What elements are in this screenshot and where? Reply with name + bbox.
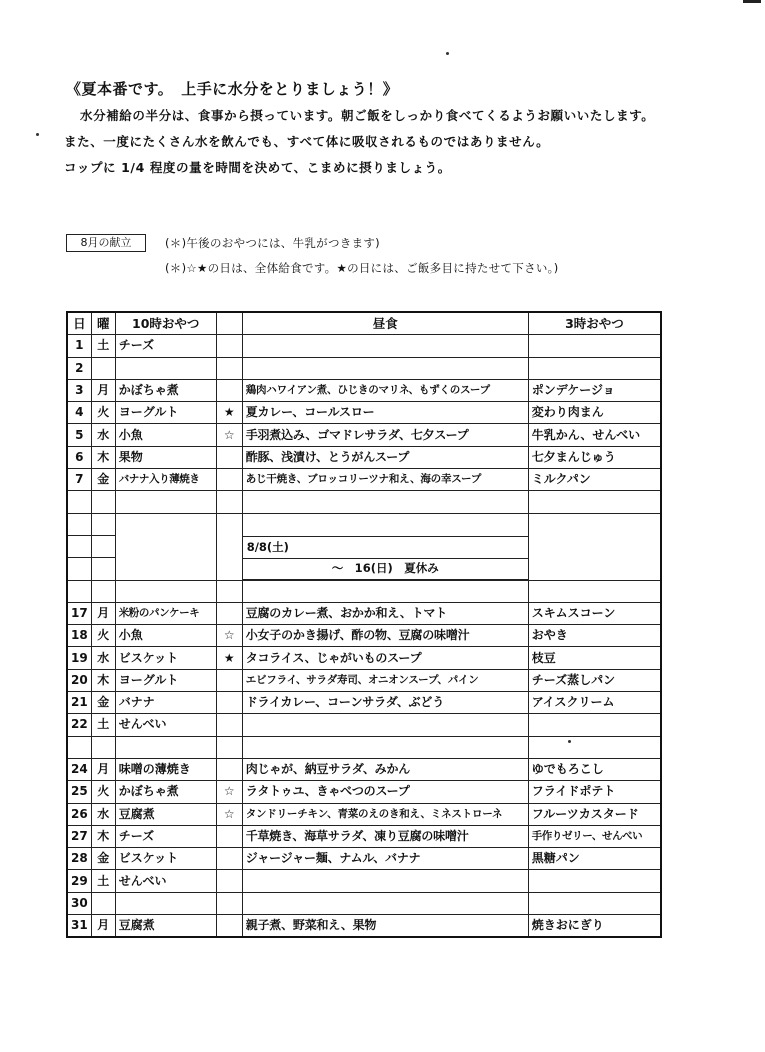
- cell-snack10: ヨーグルト: [115, 669, 216, 691]
- table-row: [67, 469, 661, 491]
- cell-weekday: [91, 892, 115, 914]
- holiday-start: 8/8(土): [243, 536, 528, 559]
- table-row: [67, 335, 661, 357]
- table-row: [67, 781, 661, 803]
- cell-snack10: [115, 357, 216, 379]
- cell-day: 18: [67, 625, 91, 647]
- cell-lunch: ラタトゥユ、きゃべつのスープ: [242, 781, 528, 803]
- cell-snack3: ミルクパン: [528, 469, 661, 491]
- cell-snack10: かぼちゃ煮: [115, 379, 216, 401]
- cell-snack3: ゆでもろこし: [528, 758, 661, 780]
- cell-snack3: 黒糖パン: [528, 848, 661, 870]
- table-row-holiday: [67, 491, 661, 513]
- cell-weekday: 木: [91, 669, 115, 691]
- cell-lunch: ドライカレー、コーンサラダ、ぶどう: [242, 692, 528, 714]
- table-row-holiday: [67, 513, 661, 535]
- cell-star: [216, 357, 242, 379]
- cell-snack3: [528, 491, 661, 513]
- cell-star: [216, 870, 242, 892]
- cell-day: 5: [67, 424, 91, 446]
- cell-snack3: [528, 736, 661, 758]
- cell-star: [216, 892, 242, 914]
- cell-snack10: ビスケット: [115, 647, 216, 669]
- cell-star: [216, 513, 242, 580]
- cell-lunch: タコライス、じゃがいものスープ: [242, 647, 528, 669]
- table-row: [67, 758, 661, 780]
- table-row: [67, 424, 661, 446]
- cell-weekday: 土: [91, 870, 115, 892]
- cell-star: ☆: [216, 803, 242, 825]
- cell-day: 26: [67, 803, 91, 825]
- cell-weekday: [91, 535, 115, 557]
- cell-snack10: ヨーグルト: [115, 402, 216, 424]
- cell-lunch: 小女子のかき揚げ、酢の物、豆腐の味噌汁: [242, 625, 528, 647]
- cell-snack10: 小魚: [115, 424, 216, 446]
- menu-label: 8月の献立: [66, 234, 146, 252]
- cell-star: [216, 469, 242, 491]
- table-row: [67, 379, 661, 401]
- cell-snack3: フルーツカスタード: [528, 803, 661, 825]
- header-snack3: 3時おやつ: [528, 312, 661, 335]
- cell-snack10: 米粉のパンケーキ: [115, 602, 216, 624]
- cell-snack3: アイスクリーム: [528, 692, 661, 714]
- cell-day: 24: [67, 758, 91, 780]
- cell-day: 21: [67, 692, 91, 714]
- cell-day: 2: [67, 357, 91, 379]
- cell-lunch: 肉じゃが、納豆サラダ、みかん: [242, 758, 528, 780]
- cell-snack3: ポンデケージョ: [528, 379, 661, 401]
- cell-star: [216, 669, 242, 691]
- scan-speck: [36, 133, 39, 136]
- cell-snack3: [528, 714, 661, 736]
- cell-weekday: 火: [91, 625, 115, 647]
- holiday-cell: [242, 513, 528, 580]
- cell-weekday: 土: [91, 335, 115, 357]
- cell-weekday: [91, 580, 115, 602]
- cell-snack3: チーズ蒸しパン: [528, 669, 661, 691]
- cell-snack10: 味噌の薄焼き: [115, 758, 216, 780]
- cell-snack3: フライドポテト: [528, 781, 661, 803]
- cell-weekday: 金: [91, 848, 115, 870]
- table-row: [67, 915, 661, 938]
- cell-day: [67, 535, 91, 557]
- cell-snack10: かぼちゃ煮: [115, 781, 216, 803]
- cell-snack3: スキムスコーン: [528, 602, 661, 624]
- cell-lunch: 豆腐のカレー煮、おかか和え、トマト: [242, 602, 528, 624]
- cell-snack3: 焼きおにぎり: [528, 915, 661, 938]
- cell-snack10: [115, 491, 216, 513]
- cell-lunch: エビフライ、サラダ寿司、オニオンスープ、パイン: [242, 669, 528, 691]
- cell-weekday: [91, 491, 115, 513]
- cell-lunch: 夏カレー、コールスロー: [242, 402, 528, 424]
- cell-star: ☆: [216, 424, 242, 446]
- cell-weekday: 木: [91, 446, 115, 468]
- cell-day: 27: [67, 825, 91, 847]
- cell-weekday: 月: [91, 758, 115, 780]
- cell-star: [216, 825, 242, 847]
- cell-star: [216, 758, 242, 780]
- cell-star: ★: [216, 402, 242, 424]
- cell-lunch: [242, 736, 528, 758]
- cell-lunch: [242, 335, 528, 357]
- cell-weekday: 土: [91, 714, 115, 736]
- table-row: [67, 446, 661, 468]
- cell-snack3: [528, 357, 661, 379]
- header-weekday: 曜: [91, 312, 115, 335]
- cell-lunch: ジャージャー麺、ナムル、バナナ: [242, 848, 528, 870]
- table-row: [67, 692, 661, 714]
- cell-snack10: せんべい: [115, 870, 216, 892]
- cell-day: 1: [67, 335, 91, 357]
- cell-star: [216, 491, 242, 513]
- cell-day: 22: [67, 714, 91, 736]
- cell-star: [216, 915, 242, 938]
- cell-star: ★: [216, 647, 242, 669]
- cell-day: [67, 491, 91, 513]
- cell-star: ☆: [216, 781, 242, 803]
- cell-star: [216, 848, 242, 870]
- cell-snack10: チーズ: [115, 335, 216, 357]
- cell-star: [216, 580, 242, 602]
- cell-star: [216, 714, 242, 736]
- table-row: [67, 803, 661, 825]
- paragraph-1: 水分補給の半分は、食事から摂っています。朝ご飯をしっかり食べてくるようお願いいたします。: [80, 108, 655, 123]
- cell-snack3: 枝豆: [528, 647, 661, 669]
- cell-weekday: 金: [91, 692, 115, 714]
- scan-speck: [446, 52, 449, 55]
- cell-snack3: 七夕まんじゅう: [528, 446, 661, 468]
- table-row-holiday: [67, 580, 661, 602]
- cell-lunch: [242, 892, 528, 914]
- table-row: [67, 736, 661, 758]
- cell-lunch: 手羽煮込み、ゴマドレサラダ、七夕スープ: [242, 424, 528, 446]
- cell-lunch: タンドリーチキン、青菜のえのき和え、ミネストローネ: [242, 803, 528, 825]
- cell-day: 19: [67, 647, 91, 669]
- cell-weekday: 月: [91, 379, 115, 401]
- cell-snack10: 豆腐煮: [115, 915, 216, 938]
- cell-lunch: あじ干焼き、ブロッコリーツナ和え、海の幸スープ: [242, 469, 528, 491]
- cell-weekday: 木: [91, 825, 115, 847]
- cell-star: ☆: [216, 625, 242, 647]
- cell-lunch: [242, 580, 528, 602]
- cell-snack10: せんべい: [115, 714, 216, 736]
- cell-snack3: [528, 335, 661, 357]
- cell-star: [216, 379, 242, 401]
- cell-lunch: 千草焼き、海草サラダ、凍り豆腐の味噌汁: [242, 825, 528, 847]
- cell-snack3: [528, 892, 661, 914]
- cell-day: 17: [67, 602, 91, 624]
- cell-weekday: [91, 513, 115, 535]
- cell-snack3: [528, 513, 661, 580]
- cell-snack3: [528, 870, 661, 892]
- table-row: [67, 402, 661, 424]
- table-row: [67, 625, 661, 647]
- table-row: [67, 357, 661, 379]
- cell-snack3: 牛乳かん、せんべい: [528, 424, 661, 446]
- cell-lunch: 鶏肉ハワイアン煮、ひじきのマリネ、もずくのスープ: [242, 379, 528, 401]
- paragraph-2: また、一度にたくさん水を飲んでも、すべて体に吸収されるものではありません。: [64, 134, 550, 149]
- cell-lunch: [242, 714, 528, 736]
- cell-day: [67, 558, 91, 580]
- menu-table: [66, 311, 662, 938]
- note-milk: (＊)午後のおやつには、牛乳がつきます): [165, 236, 380, 250]
- cell-day: [67, 513, 91, 535]
- cell-weekday: [91, 736, 115, 758]
- table-row: [67, 602, 661, 624]
- cell-lunch: [242, 357, 528, 379]
- cell-day: 30: [67, 892, 91, 914]
- table-row: [67, 870, 661, 892]
- cell-weekday: [91, 357, 115, 379]
- cell-weekday: 月: [91, 602, 115, 624]
- header-lunch: 昼食: [242, 312, 528, 335]
- cell-snack10: ビスケット: [115, 848, 216, 870]
- cell-snack10: バナナ入り薄焼き: [115, 469, 216, 491]
- cell-star: [216, 692, 242, 714]
- cell-day: 20: [67, 669, 91, 691]
- table-row: [67, 669, 661, 691]
- cell-snack10: 豆腐煮: [115, 803, 216, 825]
- cell-day: 28: [67, 848, 91, 870]
- paragraph-3: コップに 1/4 程度の量を時間を決めて、こまめに摂りましょう。: [64, 160, 451, 175]
- cell-star: [216, 446, 242, 468]
- cell-snack10: [115, 892, 216, 914]
- cell-day: 25: [67, 781, 91, 803]
- cell-snack10: [115, 513, 216, 580]
- cell-star: [216, 736, 242, 758]
- cell-lunch: [242, 870, 528, 892]
- cell-day: 6: [67, 446, 91, 468]
- cell-snack10: [115, 736, 216, 758]
- cell-weekday: 火: [91, 402, 115, 424]
- cell-weekday: 水: [91, 647, 115, 669]
- cell-weekday: 月: [91, 915, 115, 938]
- cell-snack10: 小魚: [115, 625, 216, 647]
- cell-star: [216, 335, 242, 357]
- header-snack10: 10時おやつ: [115, 312, 216, 335]
- cell-day: 31: [67, 915, 91, 938]
- cell-lunch: 酢豚、浅漬け、とうがんスープ: [242, 446, 528, 468]
- cell-day: 7: [67, 469, 91, 491]
- cell-weekday: 金: [91, 469, 115, 491]
- cell-day: 4: [67, 402, 91, 424]
- cell-day: 29: [67, 870, 91, 892]
- table-row: [67, 848, 661, 870]
- cell-snack10: チーズ: [115, 825, 216, 847]
- cell-weekday: 火: [91, 781, 115, 803]
- cell-lunch: [242, 491, 528, 513]
- cell-snack3: 変わり肉まん: [528, 402, 661, 424]
- header-star: [216, 312, 242, 335]
- table-row: [67, 825, 661, 847]
- cell-snack3: おやき: [528, 625, 661, 647]
- table-row: [67, 714, 661, 736]
- cell-snack10: [115, 580, 216, 602]
- cell-day: [67, 580, 91, 602]
- holiday-end: ～ 16(日) 夏休み: [243, 558, 528, 580]
- cell-weekday: 水: [91, 424, 115, 446]
- cell-snack3: [528, 580, 661, 602]
- table-row: [67, 647, 661, 669]
- page-heading: 《夏本番です。 上手に水分をとりましょう！》: [66, 80, 399, 98]
- corner-mark: [743, 0, 761, 3]
- cell-day: 3: [67, 379, 91, 401]
- cell-weekday: [91, 558, 115, 580]
- cell-star: [216, 602, 242, 624]
- cell-snack3: 手作りゼリー、せんべい: [528, 825, 661, 847]
- cell-day: [67, 736, 91, 758]
- cell-snack10: 果物: [115, 446, 216, 468]
- header-day: 日: [67, 312, 91, 335]
- cell-lunch: 親子煮、野菜和え、果物: [242, 915, 528, 938]
- cell-snack10: バナナ: [115, 692, 216, 714]
- table-header-row: [67, 312, 661, 335]
- cell-weekday: 水: [91, 803, 115, 825]
- table-row: [67, 892, 661, 914]
- note-lunch: (＊)☆★の日は、全体給食です。★の日には、ご飯多目に持たせて下さい。): [165, 261, 559, 275]
